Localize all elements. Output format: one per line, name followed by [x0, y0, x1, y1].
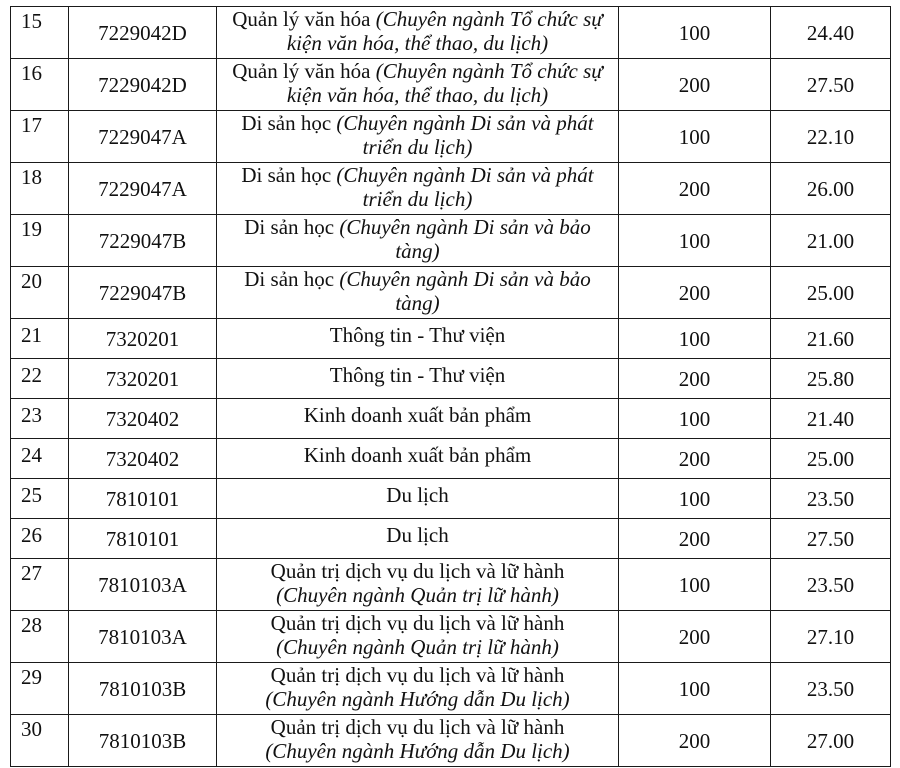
benchmark-score: 25.00: [771, 439, 891, 479]
major-name: Quản lý văn hóa: [232, 59, 371, 83]
benchmark-score: 27.00: [771, 715, 891, 767]
major-code: 7320201: [69, 319, 217, 359]
table-row: [11, 663, 891, 715]
major-name-cell: [217, 267, 619, 319]
specialization: (Chuyên ngành Quản trị lữ hành): [276, 583, 559, 607]
major-name-cell: [217, 7, 619, 59]
major-name-cell: [217, 715, 619, 767]
major-name-cell: [217, 59, 619, 111]
specialization: (Chuyên ngành Quản trị lữ hành): [276, 635, 559, 659]
row-number: 25: [11, 479, 69, 519]
admission-method: 200: [619, 519, 771, 559]
major-name: Quản trị dịch vụ du lịch và lữ hành: [270, 715, 565, 739]
major-name: Du lịch: [386, 523, 449, 547]
major-code: 7320402: [69, 399, 217, 439]
major-code: 7810101: [69, 519, 217, 559]
major-code: 7229047B: [69, 267, 217, 319]
table-row: [11, 559, 891, 611]
benchmark-score: 25.00: [771, 267, 891, 319]
major-code: 7810103B: [69, 715, 217, 767]
admission-method: 100: [619, 559, 771, 611]
admission-method: 100: [619, 399, 771, 439]
admission-method: 200: [619, 267, 771, 319]
table-row: [11, 59, 891, 111]
table-row: [11, 439, 891, 479]
major-name-cell: [217, 559, 619, 611]
specialization: (Chuyên ngành Di sản và phát triển du lịch): [336, 163, 594, 211]
table-row: [11, 111, 891, 163]
benchmark-score: 23.50: [771, 479, 891, 519]
major-name-cell: [217, 439, 619, 479]
benchmark-score: 27.50: [771, 59, 891, 111]
benchmark-score: 23.50: [771, 559, 891, 611]
specialization: (Chuyên ngành Hướng dẫn Du lịch): [265, 687, 570, 711]
major-name: Du lịch: [386, 483, 449, 507]
admission-method: 100: [619, 215, 771, 267]
benchmark-score: 26.00: [771, 163, 891, 215]
admission-method: 200: [619, 59, 771, 111]
row-number: 21: [11, 319, 69, 359]
major-name-cell: [217, 399, 619, 439]
major-name-cell: [217, 163, 619, 215]
table-row: [11, 7, 891, 59]
row-number: 16: [11, 59, 69, 111]
admission-method: 200: [619, 359, 771, 399]
row-number: 20: [11, 267, 69, 319]
benchmark-score: 27.10: [771, 611, 891, 663]
major-name-cell: [217, 519, 619, 559]
row-number: 22: [11, 359, 69, 399]
table-row: [11, 359, 891, 399]
specialization: (Chuyên ngành Di sản và bảo tàng): [339, 267, 591, 315]
major-name: Kinh doanh xuất bản phẩm: [303, 443, 532, 467]
major-name: Kinh doanh xuất bản phẩm: [303, 403, 532, 427]
table-row: [11, 163, 891, 215]
major-name-cell: [217, 319, 619, 359]
major-name-cell: [217, 215, 619, 267]
table-row: [11, 319, 891, 359]
admission-method: 100: [619, 319, 771, 359]
major-name-cell: [217, 663, 619, 715]
major-name-cell: [217, 611, 619, 663]
admission-method: 100: [619, 111, 771, 163]
major-code: 7229047A: [69, 111, 217, 163]
admission-method: 200: [619, 439, 771, 479]
benchmark-score: 21.40: [771, 399, 891, 439]
major-code: 7810103B: [69, 663, 217, 715]
major-code: 7229042D: [69, 7, 217, 59]
major-code: 7810103A: [69, 611, 217, 663]
row-number: 26: [11, 519, 69, 559]
major-code: 7320201: [69, 359, 217, 399]
table-row: [11, 479, 891, 519]
benchmark-score: 25.80: [771, 359, 891, 399]
major-name: Thông tin - Thư viện: [329, 363, 506, 387]
row-number: 27: [11, 559, 69, 611]
major-name: Quản trị dịch vụ du lịch và lữ hành: [270, 611, 565, 635]
row-number: 30: [11, 715, 69, 767]
admission-method: 200: [619, 163, 771, 215]
major-name: Di sản học: [244, 267, 335, 291]
specialization: (Chuyên ngành Di sản và phát triển du lịch): [336, 111, 594, 159]
major-name-cell: [217, 111, 619, 163]
major-name: Quản trị dịch vụ du lịch và lữ hành: [270, 559, 565, 583]
specialization: (Chuyên ngành Di sản và bảo tàng): [339, 215, 591, 263]
row-number: 15: [11, 7, 69, 59]
benchmark-score: 24.40: [771, 7, 891, 59]
table-row: [11, 715, 891, 767]
major-code: 7229042D: [69, 59, 217, 111]
row-number: 29: [11, 663, 69, 715]
major-code: 7320402: [69, 439, 217, 479]
specialization: (Chuyên ngành Hướng dẫn Du lịch): [265, 739, 570, 763]
benchmark-score: 21.60: [771, 319, 891, 359]
row-number: 24: [11, 439, 69, 479]
major-name: Di sản học: [244, 215, 335, 239]
admission-method: 100: [619, 479, 771, 519]
major-code: 7229047A: [69, 163, 217, 215]
admission-method: 200: [619, 611, 771, 663]
row-number: 19: [11, 215, 69, 267]
specialization: (Chuyên ngành Tổ chức sự kiện văn hóa, thể thao, du lịch): [286, 59, 603, 107]
table-body: [11, 7, 891, 767]
major-name-cell: [217, 479, 619, 519]
row-number: 17: [11, 111, 69, 163]
major-code: 7229047B: [69, 215, 217, 267]
admission-method: 100: [619, 663, 771, 715]
table-row: [11, 611, 891, 663]
benchmark-score: 23.50: [771, 663, 891, 715]
major-name-cell: [217, 359, 619, 399]
major-name: Di sản học: [241, 111, 332, 135]
benchmark-score: 22.10: [771, 111, 891, 163]
row-number: 18: [11, 163, 69, 215]
benchmark-score: 21.00: [771, 215, 891, 267]
table-row: [11, 519, 891, 559]
major-name: Quản lý văn hóa: [232, 7, 371, 31]
row-number: 23: [11, 399, 69, 439]
major-name: Quản trị dịch vụ du lịch và lữ hành: [270, 663, 565, 687]
major-code: 7810101: [69, 479, 217, 519]
table-row: [11, 399, 891, 439]
table-row: [11, 215, 891, 267]
specialization: (Chuyên ngành Tổ chức sự kiện văn hóa, thể thao, du lịch): [286, 7, 603, 55]
major-name: Di sản học: [241, 163, 332, 187]
row-number: 28: [11, 611, 69, 663]
admission-method: 100: [619, 7, 771, 59]
admission-score-table: [10, 6, 891, 767]
admission-method: 200: [619, 715, 771, 767]
table-row: [11, 267, 891, 319]
major-code: 7810103A: [69, 559, 217, 611]
major-name: Thông tin - Thư viện: [329, 323, 506, 347]
benchmark-score: 27.50: [771, 519, 891, 559]
